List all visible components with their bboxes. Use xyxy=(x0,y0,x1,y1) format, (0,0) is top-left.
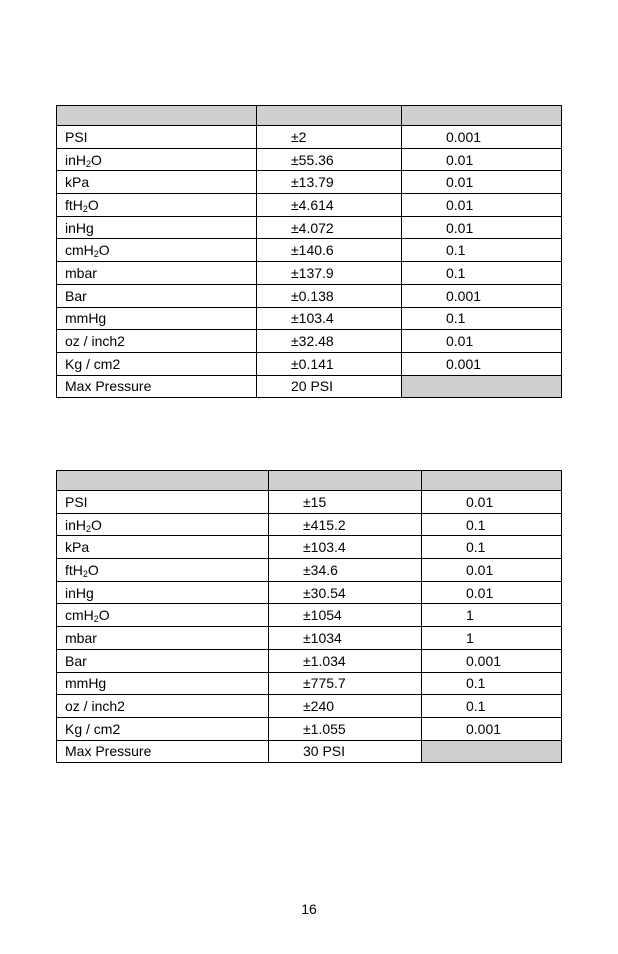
table-row xyxy=(57,491,562,514)
page-number: 16 xyxy=(301,901,317,917)
resolution-cell: 0.01 xyxy=(402,194,562,217)
table-row xyxy=(57,262,562,285)
range-cell: ±0.138 xyxy=(257,284,402,307)
table-row xyxy=(57,581,562,604)
table-row xyxy=(57,513,562,536)
table-row xyxy=(57,352,562,375)
unit-cell: inHg xyxy=(57,581,269,604)
table-body xyxy=(57,491,562,741)
resolution-cell: 0.1 xyxy=(422,672,562,695)
unit-cell: kPa xyxy=(57,171,257,194)
unit-cell: oz / inch2 xyxy=(57,695,269,718)
resolution-cell: 0.1 xyxy=(422,695,562,718)
table-row xyxy=(57,695,562,718)
unit-cell: inH$_2$O xyxy=(57,148,257,171)
unit-cell: Kg / cm2 xyxy=(57,352,257,375)
range-cell: ±34.6 xyxy=(269,559,422,582)
range-cell: ±415.2 xyxy=(269,513,422,536)
resolution-cell: 0.1 xyxy=(422,536,562,559)
table-row xyxy=(57,559,562,582)
unit-cell: mmHg xyxy=(57,307,257,330)
table-row xyxy=(57,627,562,650)
max-pressure-value: 30 PSI xyxy=(269,740,422,763)
range-cell: ±140.6 xyxy=(257,239,402,262)
table-row xyxy=(57,717,562,740)
table-header-row xyxy=(57,106,562,126)
header-cell-unit xyxy=(57,471,269,491)
unit-cell: PSI xyxy=(57,491,269,514)
resolution-cell: 0.01 xyxy=(422,491,562,514)
unit-cell: mmHg xyxy=(57,672,269,695)
range-cell: ±1.055 xyxy=(269,717,422,740)
range-cell: ±4.614 xyxy=(257,194,402,217)
range-cell: ±1.034 xyxy=(269,649,422,672)
range-cell: ±0.141 xyxy=(257,352,402,375)
table-row xyxy=(57,307,562,330)
table-row xyxy=(57,604,562,627)
unit-cell: inHg xyxy=(57,216,257,239)
unit-cell: Kg / cm2 xyxy=(57,717,269,740)
resolution-cell: 0.001 xyxy=(422,649,562,672)
range-cell: ±55.36 xyxy=(257,148,402,171)
range-cell: ±13.79 xyxy=(257,171,402,194)
range-cell: ±240 xyxy=(269,695,422,718)
header-cell-range xyxy=(257,106,402,126)
range-cell: ±103.4 xyxy=(269,536,422,559)
table-row xyxy=(57,126,562,149)
range-cell: ±1054 xyxy=(269,604,422,627)
resolution-cell: 0.1 xyxy=(402,307,562,330)
range-cell: ±775.7 xyxy=(269,672,422,695)
empty-shaded-cell xyxy=(422,740,562,763)
resolution-cell: 0.01 xyxy=(422,559,562,582)
header-cell-range xyxy=(269,471,422,491)
unit-cell: kPa xyxy=(57,536,269,559)
range-cell: ±2 xyxy=(257,126,402,149)
resolution-cell: 0.01 xyxy=(402,216,562,239)
header-cell-resolution xyxy=(402,106,562,126)
header-cell-resolution xyxy=(422,471,562,491)
max-pressure-label: Max Pressure xyxy=(57,740,269,763)
max-pressure-label: Max Pressure xyxy=(57,375,257,398)
unit-cell: oz / inch2 xyxy=(57,330,257,353)
resolution-cell: 0.001 xyxy=(402,284,562,307)
table-row xyxy=(57,672,562,695)
resolution-cell: 0.1 xyxy=(402,239,562,262)
unit-cell: inH$_2$O xyxy=(57,513,269,536)
resolution-cell: 0.01 xyxy=(402,148,562,171)
max-pressure-value: 20 PSI xyxy=(257,375,402,398)
unit-cell: Bar xyxy=(57,649,269,672)
table-row xyxy=(57,649,562,672)
max-pressure-row xyxy=(57,375,562,398)
resolution-cell: 0.1 xyxy=(402,262,562,285)
unit-cell: cmH$_2$O xyxy=(57,239,257,262)
unit-cell: mbar xyxy=(57,262,257,285)
resolution-cell: 1 xyxy=(422,627,562,650)
range-cell: ±1034 xyxy=(269,627,422,650)
table-row xyxy=(57,536,562,559)
table-body xyxy=(57,126,562,376)
pressure-range-table-20psi xyxy=(56,105,562,398)
resolution-cell: 0.001 xyxy=(402,352,562,375)
unit-cell: ftH$_2$O xyxy=(57,194,257,217)
resolution-cell: 0.001 xyxy=(422,717,562,740)
range-cell: ±137.9 xyxy=(257,262,402,285)
table-row xyxy=(57,330,562,353)
unit-cell: ftH$_2$O xyxy=(57,559,269,582)
range-cell: ±32.48 xyxy=(257,330,402,353)
resolution-cell: 0.01 xyxy=(402,330,562,353)
range-cell: ±103.4 xyxy=(257,307,402,330)
table-row xyxy=(57,148,562,171)
resolution-cell: 0.01 xyxy=(422,581,562,604)
pressure-range-table-30psi xyxy=(56,470,562,763)
unit-cell: Bar xyxy=(57,284,257,307)
resolution-cell: 0.01 xyxy=(402,171,562,194)
table-row xyxy=(57,171,562,194)
table-row xyxy=(57,239,562,262)
resolution-cell: 0.1 xyxy=(422,513,562,536)
table-header-row xyxy=(57,471,562,491)
resolution-cell: 0.001 xyxy=(402,126,562,149)
unit-cell: PSI xyxy=(57,126,257,149)
table-row xyxy=(57,284,562,307)
header-cell-unit xyxy=(57,106,257,126)
range-cell: ±15 xyxy=(269,491,422,514)
resolution-cell: 1 xyxy=(422,604,562,627)
unit-cell: cmH$_2$O xyxy=(57,604,269,627)
max-pressure-row xyxy=(57,740,562,763)
table-row xyxy=(57,194,562,217)
range-cell: ±4.072 xyxy=(257,216,402,239)
empty-shaded-cell xyxy=(402,375,562,398)
table-row xyxy=(57,216,562,239)
range-cell: ±30.54 xyxy=(269,581,422,604)
unit-cell: mbar xyxy=(57,627,269,650)
